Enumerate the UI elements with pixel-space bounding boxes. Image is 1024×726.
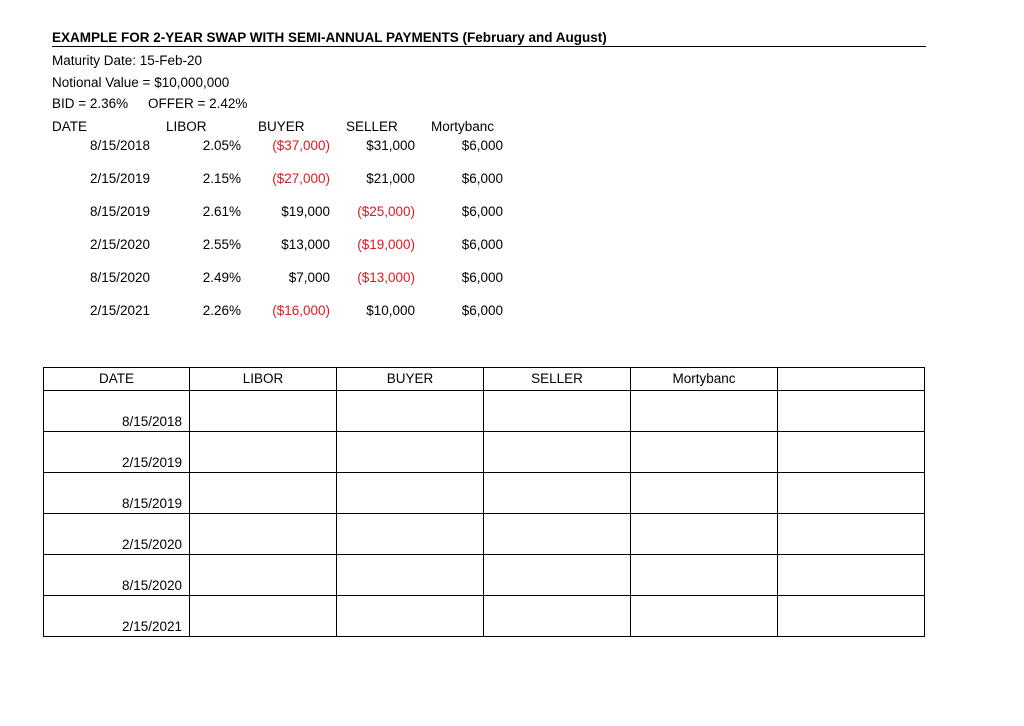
blank-table-empty-cell[interactable] [337,555,484,596]
example-date-cell: 2/15/2020 [89,237,150,252]
blank-table-header-row [44,368,925,391]
blank-table-row [44,596,925,637]
example-seller-cell: $10,000 [366,303,415,318]
blank-table-empty-cell[interactable] [190,596,337,637]
blank-table-empty-cell[interactable] [337,473,484,514]
blank-table-empty-cell[interactable] [778,514,925,555]
blank-table-empty-cell[interactable] [778,391,925,432]
example-mortybanc-cell: $6,000 [461,171,503,186]
header-buyer: BUYER [258,119,305,134]
blank-table-header-cell: DATE [44,368,190,391]
example-libor-cell: 2.55% [202,237,241,252]
example-buyer-cell: ($37,000) [272,138,330,153]
bid-offer-line [52,96,248,112]
example-buyer-cell: ($27,000) [272,171,330,186]
header-date: DATE [52,119,88,134]
example-buyer-cell: $13,000 [281,237,330,252]
example-date-cell: 8/15/2018 [89,138,150,153]
blank-table-header-cell: LIBOR [190,368,337,391]
blank-table-empty-cell[interactable] [484,596,631,637]
blank-table-empty-cell[interactable] [631,596,778,637]
blank-table-empty-cell[interactable] [778,432,925,473]
blank-table-empty-cell[interactable] [631,391,778,432]
blank-table-date-cell: 8/15/2018 [44,391,190,432]
blank-table [43,367,925,637]
blank-table-date-cell: 8/15/2019 [44,473,190,514]
example-seller-cell: ($13,000) [357,270,415,285]
blank-table-empty-cell[interactable] [337,391,484,432]
blank-table-empty-cell[interactable] [631,514,778,555]
example-seller-cell: $31,000 [366,138,415,153]
blank-table-empty-cell[interactable] [631,432,778,473]
blank-table-empty-cell[interactable] [190,432,337,473]
blank-table-header-cell: SELLER [484,368,631,391]
example-buyer-cell: $19,000 [281,204,330,219]
example-libor-cell: 2.61% [202,204,241,219]
blank-table-empty-cell[interactable] [778,555,925,596]
blank-table-empty-cell[interactable] [337,514,484,555]
example-seller-cell: ($19,000) [357,237,415,252]
example-buyer-cell: ($16,000) [272,303,330,318]
blank-table-row [44,555,925,596]
maturity-date: Maturity Date: 15-Feb-20 [52,53,203,68]
example-date-cell: 2/15/2021 [89,303,150,318]
notional-value: Notional Value = $10,000,000 [52,75,230,90]
blank-table-empty-cell[interactable] [631,555,778,596]
example-date-cell: 2/15/2019 [89,171,150,186]
blank-table-header-cell [778,368,925,391]
example-libor-cell: 2.05% [202,138,241,153]
blank-table-date-cell: 2/15/2020 [44,514,190,555]
blank-table-empty-cell[interactable] [190,514,337,555]
header-libor: LIBOR [166,119,207,134]
example-mortybanc-cell: $6,000 [461,303,503,318]
example-libor-cell: 2.15% [202,171,241,186]
blank-table-empty-cell[interactable] [190,555,337,596]
blank-table-date-cell: 2/15/2021 [44,596,190,637]
blank-table-empty-cell[interactable] [337,432,484,473]
blank-table-empty-cell[interactable] [190,391,337,432]
example-libor-cell: 2.49% [202,270,241,285]
blank-table-row [44,432,925,473]
blank-table-row [44,473,925,514]
blank-table-empty-cell[interactable] [778,473,925,514]
blank-table-empty-cell[interactable] [337,596,484,637]
blank-table-empty-cell[interactable] [631,473,778,514]
example-mortybanc-cell: $6,000 [461,138,503,153]
example-seller-cell: $21,000 [366,171,415,186]
page-title: EXAMPLE FOR 2-YEAR SWAP WITH SEMI-ANNUAL PAYMENTS (February and August) [52,30,926,47]
blank-table-empty-cell[interactable] [484,473,631,514]
blank-table-header-cell: BUYER [337,368,484,391]
example-seller-cell: ($25,000) [357,204,415,219]
example-mortybanc-cell: $6,000 [461,237,503,252]
bid-rate: BID = 2.36% [52,96,129,111]
blank-table-empty-cell[interactable] [484,391,631,432]
blank-table-header-cell: Mortybanc [631,368,778,391]
blank-table-date-cell: 8/15/2020 [44,555,190,596]
header-seller: SELLER [346,119,398,134]
example-mortybanc-cell: $6,000 [461,270,503,285]
example-buyer-cell: $7,000 [288,270,330,285]
blank-table-row [44,514,925,555]
blank-table-empty-cell[interactable] [484,514,631,555]
blank-table-empty-cell[interactable] [484,432,631,473]
header-mortybanc: Mortybanc [431,119,495,134]
blank-table-date-cell: 2/15/2019 [44,432,190,473]
blank-table-row [44,391,925,432]
blank-table-empty-cell[interactable] [778,596,925,637]
example-date-cell: 8/15/2020 [89,270,150,285]
example-mortybanc-cell: $6,000 [461,204,503,219]
blank-table-empty-cell[interactable] [484,555,631,596]
example-date-cell: 8/15/2019 [89,204,150,219]
offer-rate: OFFER = 2.42% [148,96,248,111]
blank-table-empty-cell[interactable] [190,473,337,514]
example-libor-cell: 2.26% [202,303,241,318]
